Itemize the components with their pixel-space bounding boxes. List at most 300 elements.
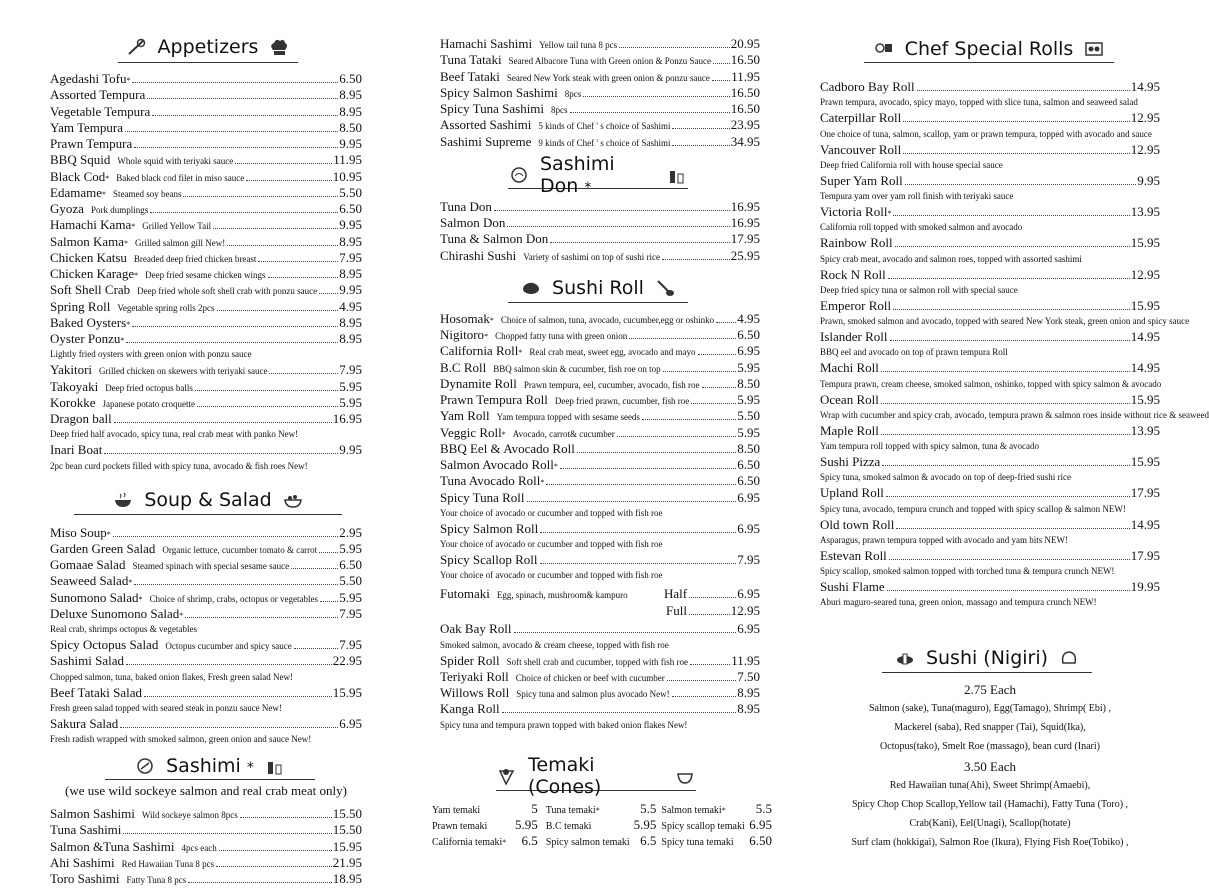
sashimi-list-continued — [440, 36, 760, 150]
sushi-roll-item-star: * — [518, 348, 523, 358]
appetizer-item-name: Inari Boat — [50, 442, 103, 458]
appetizer-item-price: 8.95 — [339, 314, 362, 330]
chef-roll-item-leader — [881, 371, 1130, 372]
appetizer-item-leader — [147, 98, 338, 99]
appetizer-item-name: Korokke — [50, 394, 96, 410]
sushi-roll-item-leader — [642, 419, 736, 420]
chef-roll-item-name: Super Yam Roll — [820, 172, 903, 188]
appetizer-item — [50, 282, 362, 298]
appetizer-item-name: Yakitori — [50, 362, 93, 378]
temaki-price: 5.5 — [755, 801, 773, 816]
chef-roll-item-price: 14.95 — [1130, 329, 1160, 344]
sushi-roll-item-star: * — [553, 462, 558, 471]
chopsticks-icon — [126, 37, 148, 57]
appetizer-item — [50, 185, 362, 201]
futomaki-desc: Egg, spinach, mushroom& kampuro — [496, 590, 628, 601]
sashimi-item — [440, 117, 760, 133]
appetizer-item-price: 8.95 — [339, 331, 362, 346]
chef-roll-item-price: 19.95 — [1130, 579, 1160, 594]
sushi-roll-item-desc: Choice of chicken or beef with cucumber — [515, 672, 665, 683]
temaki-title: Temaki (Cones) — [528, 754, 602, 798]
soup-salad-item-price: 7.95 — [339, 637, 362, 652]
sashimi-don-item-leader — [662, 259, 730, 260]
nigiri-line: Octopus(tako), Smelt Roe (massago), bean curd (Inari) — [880, 741, 1100, 753]
don-title: Sashimi Don — [540, 152, 615, 197]
sushi-roll-item-price: 11.95 — [731, 652, 760, 668]
temaki-name: Salmon temaki — [661, 805, 722, 816]
soup-salad-item-note: Fresh radish wrapped with smoked salmon, green onion and sauce New! — [50, 734, 312, 744]
chef-roll-item-name: Emperor Roll — [820, 297, 892, 313]
temaki-item — [661, 833, 772, 849]
sashimi-item — [440, 134, 760, 150]
sushi-roll-item-price: 8.50 — [737, 440, 760, 456]
appetizer-item-name: Takoyaki — [50, 378, 99, 394]
sashimi-item — [50, 855, 362, 871]
soup-salad-item-note: Real crab, shrimps octopus & vegetables — [50, 624, 197, 634]
chef-roll-item-price: 9.95 — [1137, 172, 1160, 188]
sushi-roll-item-name: Nigitoro — [440, 327, 485, 342]
sushi-roll-item-name: Spicy Salmon Roll — [440, 520, 539, 536]
soup-salad-item-leader — [113, 536, 339, 537]
bowl-icon — [112, 490, 134, 510]
appetizer-item-name: Oyster Ponzu — [50, 331, 121, 346]
sashimi-item-price: 20.95 — [730, 36, 760, 51]
chef-roll-item — [820, 548, 1160, 564]
appetizer-item-name: Agedashi Tofu — [50, 71, 127, 86]
appetizer-item — [50, 411, 362, 427]
sushi-roll-item-price: 6.50 — [737, 473, 760, 489]
temaki-item — [661, 801, 772, 817]
appetizer-item-name: Salmon Kama — [50, 233, 125, 249]
sashimi-don-item-price: 25.95 — [730, 247, 760, 263]
don-bowl-icon — [508, 165, 530, 185]
sushi-roll-item-price: 5.95 — [737, 424, 760, 440]
chef-roll-item-note: Spicy tuna, avocado, tempura crunch and topped with spicy scallop & salmon NEW! — [820, 503, 1126, 514]
temaki-price: 6.95 — [749, 817, 773, 832]
soup-salad-item — [50, 685, 362, 701]
temaki-name: Spicy tuna temaki — [661, 837, 734, 848]
sushi-roll-item-price: 8.50 — [737, 375, 760, 391]
appetizer-item-leader — [268, 277, 339, 278]
appetizer-item-price: 5.95 — [339, 378, 362, 394]
chef-roll-item — [820, 423, 1160, 439]
sushi-roll-item-leader — [629, 338, 736, 339]
nigiri-line: Mackerel (saba), Red snapper (Tai), Squid(Ika), — [894, 722, 1086, 734]
temaki-price: 5.95 — [515, 817, 538, 832]
appetizer-item — [50, 315, 362, 331]
temaki-grid — [432, 801, 772, 849]
sushi-roll-item-leader — [672, 696, 737, 697]
futomaki-half-label: Half — [664, 586, 688, 602]
appetizer-item — [50, 331, 362, 347]
sushi-roll-item-leader — [540, 563, 737, 564]
chef-roll-item-note: Tempura prawn, cream cheese, smoked salmon, oshinko, topped with spicy salmon & avocado — [820, 378, 1162, 389]
appetizer-item-leader — [126, 342, 338, 343]
soup-salad-item-desc: Organic lettuce, cucumber tomato & carrot — [162, 544, 318, 555]
soup-salad-item-name: Beef Tataki Salad — [50, 684, 142, 700]
sushi-roll-item — [440, 360, 760, 376]
appetizer-item — [50, 379, 362, 395]
chef-roll-item-price: 13.95 — [1130, 204, 1160, 219]
chef-roll-item — [820, 173, 1160, 189]
appetizer-item — [50, 136, 362, 152]
sashimi-star: * — [246, 760, 254, 776]
sashimi-don-item-name: Tuna & Salmon Don — [440, 231, 549, 247]
temaki-price: 5.5 — [640, 801, 657, 816]
sushi-roll-item-name: Oak Bay Roll — [440, 621, 512, 637]
chef-roll-item — [820, 204, 1160, 220]
sushi-roll-item — [440, 490, 760, 506]
temaki-row — [432, 833, 772, 849]
nigiri-line: Salmon (sake), Tuna(maguro), Egg(Tamago), Shrimp( Ebi) , — [868, 703, 1112, 715]
chef-roll-item — [820, 235, 1160, 251]
sashimi-item-price: 15.95 — [332, 838, 362, 854]
appetizer-item-name: Edamame — [50, 184, 102, 200]
chef-roll-item-price: 13.95 — [1130, 422, 1160, 438]
temaki-name: Yam temaki — [432, 805, 481, 816]
soup-salad-item-price: 5.50 — [339, 573, 362, 589]
chef-roll-item-leader — [881, 434, 1130, 435]
sashimi-item-name: Salmon Sashimi — [50, 806, 135, 821]
sashimi-item-price: 15.50 — [332, 806, 362, 821]
soup-header — [74, 488, 342, 515]
chef-roll-item-name: Rainbow Roll — [820, 235, 893, 251]
sashimi-item-name: Spicy Tuna Sashimi — [440, 101, 545, 116]
chef-roll-item-leader — [895, 246, 1130, 247]
soup-salad-item-leader — [126, 664, 332, 665]
appetizer-item-name: Vegetable Tempura — [50, 103, 151, 119]
chef-roll-item — [820, 454, 1160, 470]
temaki-name: Spicy scallop temaki — [661, 821, 745, 832]
appetizer-item-leader — [195, 390, 338, 391]
sushi-roll-list-2 — [440, 621, 760, 732]
sushi-roll-item-note: Your choice of avocado or cucumber and topped with fish roe — [440, 570, 663, 581]
appetizer-item — [50, 442, 362, 458]
chef-roll-item-note: Deep fried California roll with house special sauce — [820, 159, 1003, 170]
chef-roll-item — [820, 360, 1160, 376]
soup-salad-item-price: 5.95 — [339, 589, 362, 605]
temaki-star: * — [721, 806, 726, 815]
sushi-roll-item — [440, 621, 760, 637]
sashimi-item-name: Spicy Salmon Sashimi — [440, 84, 558, 100]
sashimi-item-leader — [619, 47, 730, 48]
appetizer-item-leader — [319, 293, 338, 294]
sashimi-item-name: Tuna Tataki — [440, 52, 502, 68]
sushi-roll-item-price: 6.50 — [737, 457, 760, 472]
appetizer-item-price: 8.50 — [339, 119, 362, 135]
chef-roll-item-note: Yam tempura roll topped with spicy salmon, tuna & avocado — [820, 441, 1040, 451]
temaki-item — [546, 833, 657, 849]
appetizer-item — [50, 266, 362, 282]
chef-roll-item-leader — [887, 590, 1130, 591]
sushi-roll-item-leader — [514, 632, 737, 633]
soup-salad-item-price: 6.50 — [339, 557, 362, 572]
soup-salad-item-note: Chopped salmon, tuna, baked onion flakes, Fresh green salad New! — [50, 671, 293, 682]
soup-salad-item-desc: Choice of shrimp, crabs, octopus or vegetables — [149, 593, 318, 604]
chef-roll-item-note: Spicy tuna, smoked salmon & avocado on top of deep-fried sushi rice — [820, 472, 1071, 483]
chef-roll-item-note: Prawn tempura, avocado, spicy mayo, topped with slice tuna, salmon and seaweed salad — [820, 97, 1138, 108]
appetizer-item-star: * — [105, 173, 110, 183]
soup-salad-item-price: 22.95 — [332, 653, 362, 669]
sushi-plate-icon — [873, 39, 895, 59]
sushi-roll-item-name: Willows Roll — [440, 685, 510, 700]
appetizers-header — [118, 34, 298, 63]
appetizer-item — [50, 104, 362, 120]
appetizer-item — [50, 250, 362, 266]
appetizer-item-leader — [269, 373, 338, 374]
sashimi-item-price: 23.95 — [730, 117, 760, 133]
chef-roll-item-name: Victoria Roll — [820, 204, 888, 219]
condiment-icon — [666, 165, 688, 185]
sushi-roll-item-note: Spicy tuna and tempura prawn topped with baked onion flakes New! — [440, 719, 688, 730]
appetizer-item-desc: Pork dumplings — [90, 205, 149, 215]
temaki-price: 6.5 — [640, 833, 657, 848]
sushi-roll-item-price: 6.95 — [737, 621, 760, 637]
appetizer-item-desc: Deep fried octopus balls — [105, 382, 193, 393]
appetizer-item-star: * — [101, 189, 106, 199]
sashimi-item-leader — [713, 63, 730, 64]
sushi-roll-item-price: 8.95 — [737, 701, 760, 717]
sushi-roll-item-name: Dynamite Roll — [440, 375, 517, 391]
sashimi-item-leader — [672, 145, 729, 146]
soup-salad-item-name: Seaweed Salad — [50, 573, 129, 589]
sushi-roll-item-leader — [577, 452, 736, 453]
appetizer-item-name: Spring Roll — [50, 298, 111, 314]
appetizer-item-leader — [217, 310, 339, 311]
chef-roll-item-leader — [893, 309, 1130, 310]
appetizer-item — [50, 120, 362, 136]
sushi-roll-item — [440, 457, 760, 473]
chef-roll-item-leader — [917, 90, 1130, 91]
appetizer-item-star: * — [120, 336, 125, 345]
chef-roll-item-price: 15.95 — [1130, 235, 1160, 251]
appetizer-item-note: Deep fried half avocado, spicy tuna, real crab meat with panko New! — [50, 429, 299, 440]
chef-roll-item — [820, 392, 1160, 408]
sushi-roll-item — [440, 669, 760, 685]
sashimi-subtitle: (we use wild sockeye salmon and real crab meat only) — [65, 783, 347, 798]
sushi-roll-item — [440, 653, 760, 669]
sashimi-item-desc: Seared New York steak with green onion & ponzu sauce — [506, 72, 710, 83]
soup-salad-item — [50, 590, 362, 606]
nigiri-line: Spicy Chop Chop Scallop,Yellow tail (Hamachi), Fatty Tuna (Toro) , — [851, 799, 1129, 811]
appetizer-item-price: 8.95 — [339, 266, 362, 281]
sashimi-item-desc: 8pcs — [564, 88, 582, 99]
appetizers-list — [50, 71, 362, 474]
chef-roll-item — [820, 579, 1160, 595]
appetizer-item-star: * — [126, 319, 131, 329]
chef-roll-item-note: Asparagus, prawn tempura topped with avocado and yam bits NEW! — [820, 534, 1068, 545]
soup-salad-item-name: Sunomono Salad — [50, 589, 139, 605]
nigiri-line: Crab(Kani), Eel(Unagi), Scallop(hotate) — [909, 818, 1071, 830]
soup-salad-item — [50, 653, 362, 669]
soup-salad-item-name: Sakura Salad — [50, 715, 119, 731]
soup-salad-item-leader — [120, 727, 338, 728]
sushi-roll-item-name: Salmon Avocado Roll — [440, 457, 554, 472]
nigiri-price-275: 2.75 Each — [964, 682, 1016, 698]
chef-roll-item-name: Ocean Roll — [820, 391, 879, 407]
temaki-name: California temaki — [432, 837, 503, 848]
soup-list — [50, 525, 362, 748]
appetizer-item — [50, 362, 362, 378]
chef-hat-icon — [268, 37, 290, 57]
futomaki-name: Futomaki — [440, 586, 490, 602]
sashimi-item-desc: Red Hawaiian Tuna 8 pcs — [121, 858, 215, 869]
appetizer-item-star: * — [134, 271, 139, 280]
chef-roll-item-leader — [896, 528, 1129, 529]
sushi-roll-item-leader — [540, 532, 736, 533]
temaki-price: 5.95 — [633, 817, 657, 832]
sushi-roll-item-price: 8.95 — [737, 685, 760, 700]
cup-icon — [674, 766, 696, 786]
chef-roll-item-price: 15.95 — [1130, 454, 1160, 469]
chef-roll-item-name: Estevan Roll — [820, 547, 887, 563]
sushi-roll-item-name: Spicy Scallop Roll — [440, 552, 538, 567]
appetizer-item-name: Black Cod — [50, 168, 106, 184]
sushi-roll-item-price: 5.95 — [737, 392, 760, 407]
sushi-roll-item — [440, 441, 760, 457]
sushi-roll-item-leader — [667, 680, 737, 681]
sushi-roll-title: Sushi Roll — [552, 276, 644, 299]
sashimi-item — [440, 101, 760, 117]
temaki-price: 6.50 — [749, 833, 773, 848]
appetizer-item-price: 5.95 — [339, 394, 362, 410]
appetizer-item-price: 6.50 — [339, 71, 362, 86]
temaki-header — [496, 754, 696, 798]
temaki-name: B.C temaki — [545, 821, 592, 832]
sashimi-item — [440, 69, 760, 85]
sashimi-item-leader — [123, 833, 331, 834]
appetizer-item-desc: Deep fried whole soft shell crab with ponzu sauce — [137, 286, 318, 297]
chef-roll-item-price: 15.95 — [1130, 391, 1160, 407]
chef-roll-item-price: 15.95 — [1130, 297, 1160, 313]
soup-salad-item-price: 5.95 — [339, 540, 362, 556]
sashimi-item-desc: Wild sockeye salmon 8pcs — [141, 810, 238, 820]
chef-roll-item — [820, 485, 1160, 501]
appetizer-item — [50, 217, 362, 233]
temaki-item — [661, 817, 772, 833]
chef-roll-item-name: Old town Roll — [820, 516, 895, 532]
sashimi-item-price: 15.50 — [332, 822, 362, 838]
sushi-roll-item-leader — [698, 354, 737, 355]
sashimi-don-item-leader — [494, 210, 730, 211]
sushi-roll-item-desc: Avocado, carrot& cucumber — [512, 428, 615, 439]
sushi-roll-item-leader — [690, 664, 730, 665]
sashimi-item-leader — [672, 128, 729, 129]
soup-salad-item-star: * — [128, 578, 133, 588]
sashimi-item-leader — [570, 112, 730, 113]
chef-roll-item-leader — [889, 559, 1130, 560]
sushi-roll-item-name: Veggic Roll — [440, 424, 502, 440]
sashimi-don-item-price: 16.95 — [730, 215, 760, 230]
sushi-roll-item-leader — [716, 322, 736, 323]
sushi-roll-item-price: 7.50 — [737, 668, 760, 684]
chef-roll-item-price: 17.95 — [1130, 547, 1160, 563]
sashimi-item-name: Sashimi Supreme — [440, 133, 532, 149]
nigiri-line: Surf clam (hokkigai), Salmon Roe (Ikura), Flying Fish Roe(Tobiko) , — [851, 837, 1129, 849]
appetizer-item-desc: Grilled Yellow Tail — [142, 221, 212, 232]
sushi-roll-item-desc: Chopped fatty tuna with green onion — [495, 331, 628, 341]
sushi-roll-item-name: Tuna Avocado Roll — [440, 473, 541, 489]
chef-roll-item-name: Cadboro Bay Roll — [820, 79, 915, 94]
chef-roll-item-leader — [903, 121, 1130, 122]
temaki-item — [432, 833, 538, 849]
appetizer-item-price: 8.95 — [339, 87, 362, 103]
sushi-roll-item-name: California Roll — [440, 343, 519, 359]
soup-salad-item-price: 7.95 — [339, 605, 362, 621]
nigiri-header — [882, 646, 1092, 673]
nigiri-list-275 — [820, 699, 1160, 756]
sashimi-item-desc: 9 kinds of Chef ' s choice of Sashimi — [538, 137, 671, 148]
soup-salad-item-leader — [144, 696, 332, 697]
nigiri-list-350 — [820, 776, 1160, 852]
appetizer-item — [50, 87, 362, 103]
sushi-roll-item — [440, 376, 760, 392]
sushi-roll-item-price: 6.95 — [737, 343, 760, 359]
chef-roll-item-note: Deep fried spicy tuna or salmon roll with special sauce — [820, 284, 1018, 295]
chef-roll-item-note: Tempura yam over yam roll finish with teriyaki sauce — [820, 191, 1014, 201]
temaki-name: Spicy salmon temaki — [545, 837, 630, 848]
sushi-roll-item-name: Spicy Tuna Roll — [440, 489, 525, 505]
temaki-name: Prawn temaki — [432, 821, 488, 832]
sashimi-item-leader — [219, 850, 332, 851]
sushi-roll-item-star: * — [540, 478, 545, 488]
appetizer-item-name: Assorted Tempura — [50, 87, 146, 103]
soup-salad-item-star: * — [179, 610, 184, 620]
appetizer-item-price: 11.95 — [333, 152, 362, 168]
shrimp-nigiri-icon — [1058, 648, 1080, 668]
sushi-roll-item-name: Spider Roll — [440, 652, 500, 668]
sashimi-item-name: Beef Tataki — [440, 68, 500, 84]
sashimi-list — [50, 806, 362, 887]
chef-roll-item-note: One choice of tuna, salmon, scallop, yam or prawn tempura, topped with avocado and sauce — [820, 128, 1152, 139]
sushi-roll-item — [440, 327, 760, 343]
appetizer-item-leader — [132, 82, 338, 83]
sashimi-item-name: Ahi Sashimi — [50, 854, 115, 870]
soup-title: Soup & Salad — [144, 488, 272, 511]
sushi-roll-item-name: Kanga Roll — [440, 701, 500, 717]
sushi-roll-item-price: 4.95 — [737, 310, 760, 326]
temaki-star: * — [502, 838, 507, 847]
appetizer-item-name: Hamachi Kama — [50, 217, 132, 233]
appetizer-item-price: 10.95 — [332, 168, 362, 184]
don-star: * — [584, 179, 592, 196]
sushi-roll-item — [440, 552, 760, 568]
sushi-roll-item-name: Yam Roll — [440, 408, 490, 424]
sashimi-item-desc: Yellow tail tuna 8 pcs — [539, 40, 618, 50]
appetizer-item-price: 7.95 — [339, 362, 362, 378]
appetizer-item — [50, 299, 362, 315]
chef-roll-item-note: Wrap with cucumber and spicy crab, avocado, tempura prawn & salmon roes inside without rice & seaweed — [820, 409, 1209, 420]
soup-salad-item-note: Fresh green salad topped with seared steak in ponzu sauce New! — [50, 702, 282, 713]
appetizer-item-price: 5.50 — [339, 184, 362, 200]
soup-salad-item-leader — [291, 568, 338, 569]
appetizer-item — [50, 169, 362, 185]
appetizer-item-name: Soft Shell Crab — [50, 282, 131, 298]
sushi-roll-item — [440, 408, 760, 424]
don-header — [508, 152, 688, 197]
soup-salad-item — [50, 541, 362, 557]
sushi-roll-item-name: BBQ Eel & Avocado Roll — [440, 440, 575, 456]
sashimi-item-name: Assorted Sashimi — [440, 117, 532, 133]
sashimi-don-item-desc: Variety of sashimi on top of sushi rice — [523, 251, 660, 262]
sushi-roll-item — [440, 473, 760, 489]
sashimi-item — [440, 85, 760, 101]
appetizer-item-name: Chicken Katsu — [50, 249, 127, 265]
chef-header — [864, 38, 1114, 63]
temaki-item — [546, 801, 657, 817]
sushi-roll-item-leader — [663, 371, 737, 372]
soup-salad-item-star: * — [138, 594, 143, 604]
